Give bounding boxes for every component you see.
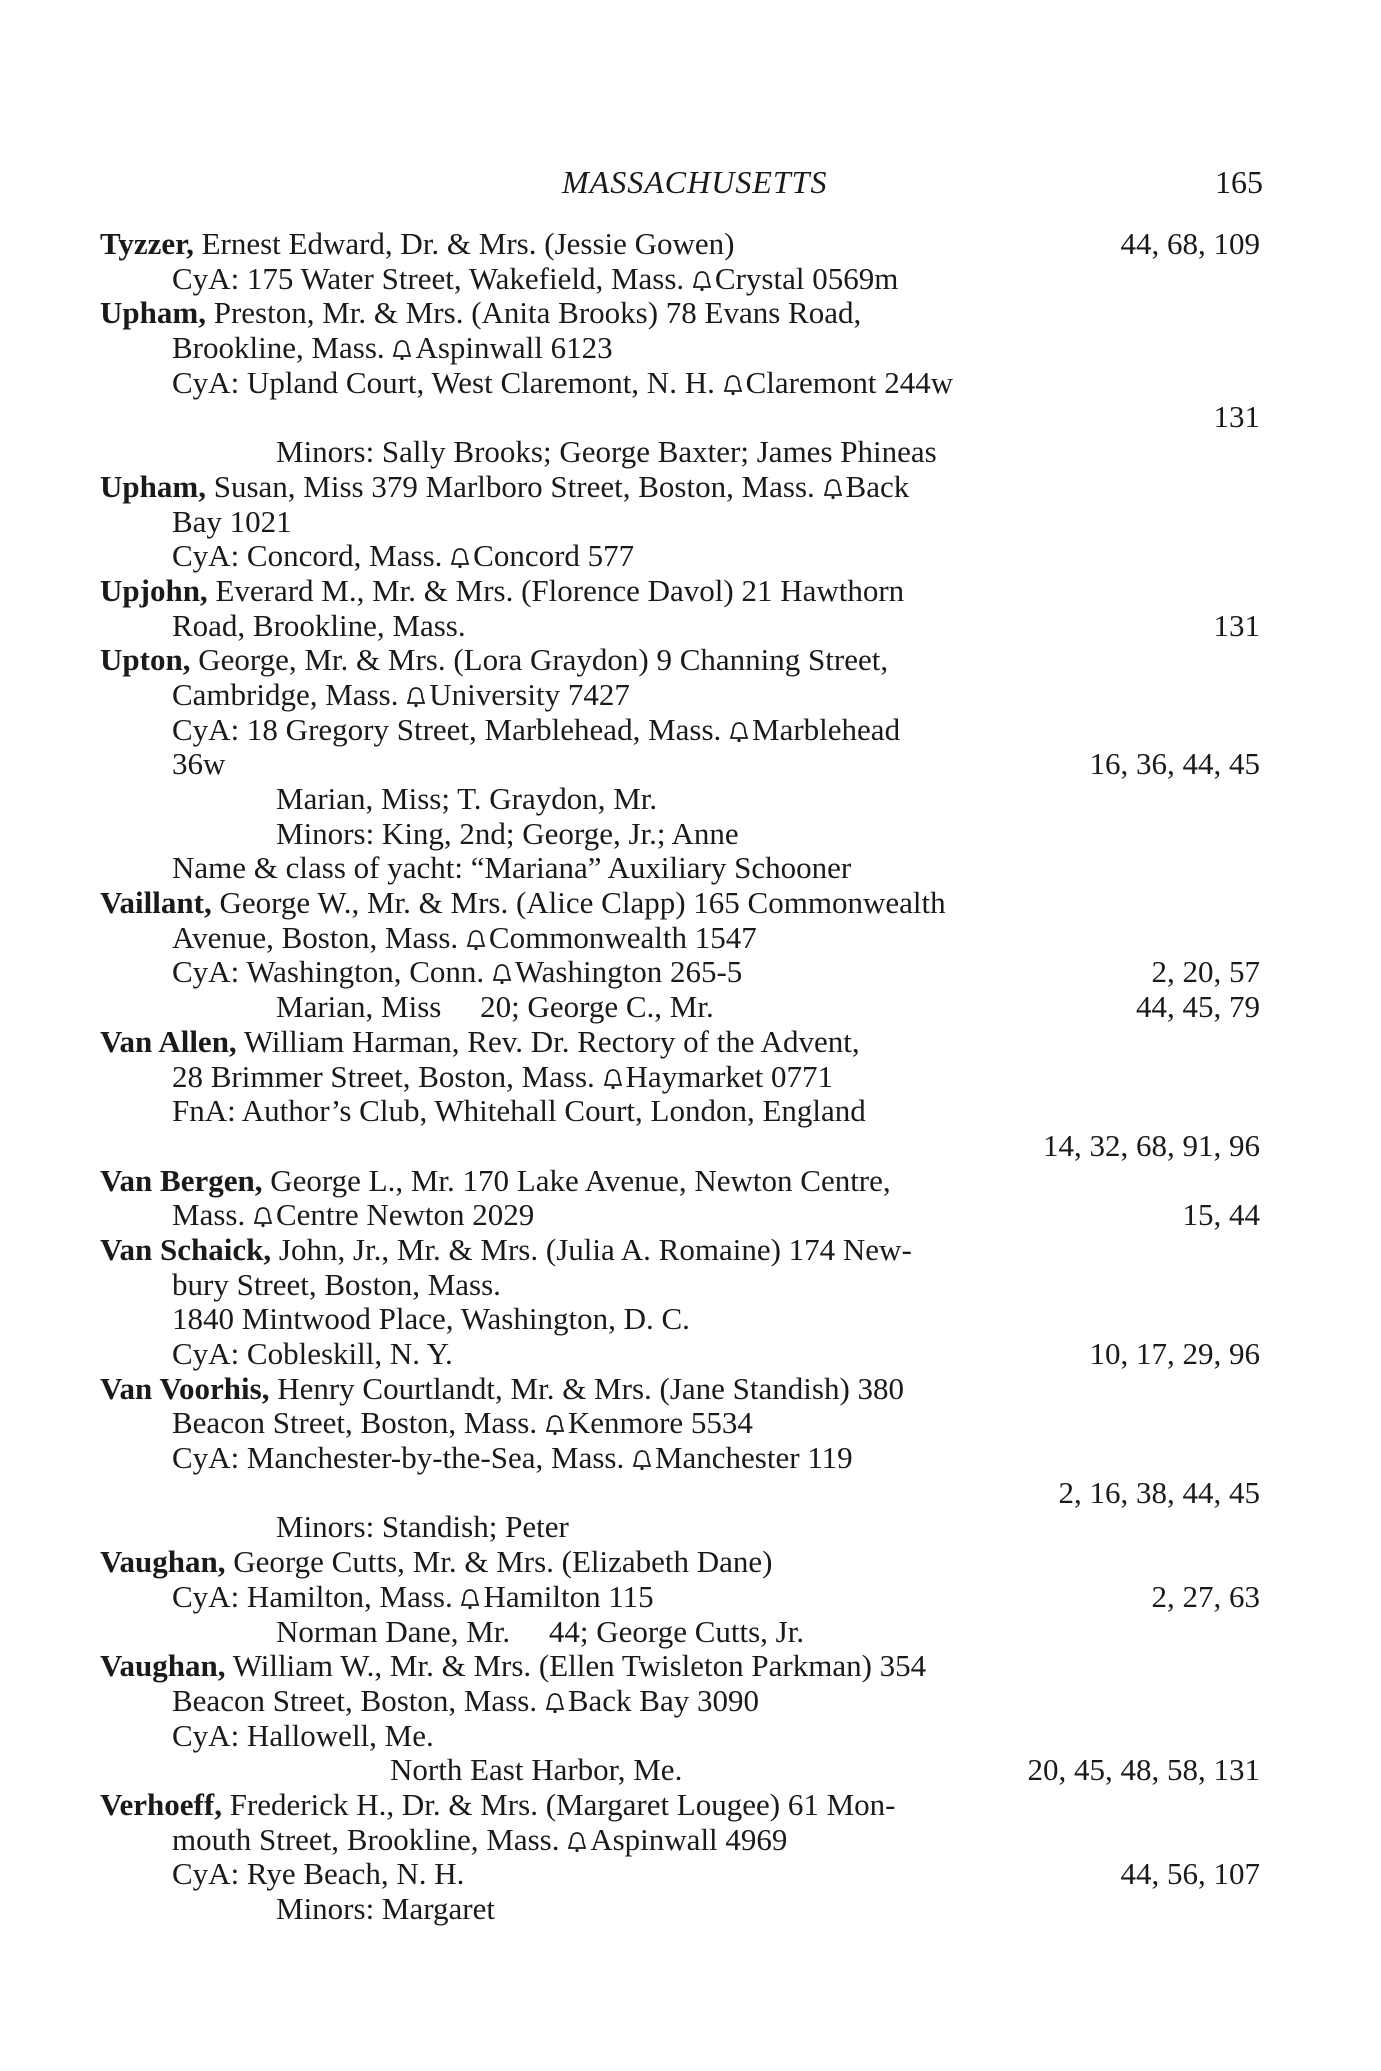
entry-text bbox=[172, 1823, 787, 1858]
phone-exchange: Crystal 0569m bbox=[714, 260, 899, 296]
entry-surname: Upjohn, bbox=[100, 572, 208, 608]
entry-line bbox=[100, 990, 1260, 1025]
telephone-bell-icon bbox=[450, 547, 470, 569]
entry-text bbox=[390, 1753, 682, 1788]
entry-text bbox=[172, 1580, 654, 1615]
entry-line bbox=[100, 1476, 1260, 1511]
entry-line bbox=[100, 574, 1260, 609]
entry-detail: William W., Mr. & Mrs. (Ellen Twisleton Parkman) 354 bbox=[225, 1648, 927, 1684]
entry-text bbox=[172, 331, 613, 366]
club-codes: 2, 16, 38, 44, 45 bbox=[1058, 1474, 1260, 1510]
entry-line bbox=[100, 817, 1260, 852]
club-codes: 44, 45, 79 bbox=[1136, 989, 1260, 1025]
entry-surname: Verhoeff, bbox=[100, 1786, 222, 1822]
entry-line bbox=[100, 1892, 1260, 1927]
telephone-bell-icon bbox=[545, 1692, 565, 1714]
entry-line bbox=[100, 1129, 1260, 1164]
entry-detail: Everard M., Mr. & Mrs. (Florence Davol) 21 Hawthorn bbox=[207, 572, 905, 608]
telephone-bell-icon bbox=[632, 1449, 652, 1471]
entry-text bbox=[276, 782, 657, 817]
entry-surname: Van Voorhis, bbox=[100, 1370, 270, 1406]
entry-line bbox=[100, 955, 1260, 990]
entry-line bbox=[100, 470, 1260, 505]
entry-detail: Beacon Street, Boston, Mass. bbox=[172, 1405, 545, 1441]
phone-exchange: University 7427 bbox=[429, 676, 630, 712]
phone-exchange: Haymarket 0771 bbox=[625, 1058, 834, 1094]
entry-line bbox=[100, 1510, 1260, 1545]
entry-line bbox=[100, 1545, 1260, 1580]
phone-exchange: Claremont 244w bbox=[745, 364, 954, 400]
entry-detail: CyA: Manchester-by-the-Sea, Mass. bbox=[172, 1440, 632, 1476]
entry-line bbox=[100, 1302, 1260, 1337]
entry-text bbox=[100, 470, 909, 505]
entry-text bbox=[276, 1615, 804, 1650]
entry-text bbox=[172, 1060, 833, 1095]
entry-line bbox=[100, 921, 1260, 956]
entry-line bbox=[100, 505, 1260, 540]
entry-line bbox=[100, 643, 1260, 678]
club-codes: 44, 68, 109 bbox=[1120, 226, 1260, 261]
entry-detail: mouth Street, Brookline, Mass. bbox=[172, 1821, 568, 1857]
entry-line bbox=[100, 1580, 1260, 1615]
entry-line bbox=[100, 1164, 1260, 1199]
entry-line bbox=[100, 1857, 1260, 1892]
entry-line bbox=[100, 1684, 1260, 1719]
phone-exchange: Aspinwall 4969 bbox=[590, 1821, 788, 1857]
entry-detail: Henry Courtlandt, Mr. & Mrs. (Jane Standish) 380 bbox=[269, 1370, 905, 1406]
entry-detail: CyA: Cobleskill, N. Y. bbox=[172, 1336, 453, 1371]
entry-line bbox=[100, 262, 1260, 297]
entry-surname: Van Schaick, bbox=[100, 1231, 272, 1267]
club-codes: 2, 20, 57 bbox=[1151, 954, 1260, 990]
entry-line bbox=[100, 296, 1260, 331]
entry-text bbox=[172, 1857, 464, 1892]
phone-exchange: Commonwealth 1547 bbox=[488, 919, 757, 955]
entry-line bbox=[100, 1372, 1260, 1407]
club-codes: 44, 56, 107 bbox=[1120, 1856, 1260, 1892]
entry-text bbox=[276, 990, 714, 1025]
telephone-bell-icon bbox=[723, 374, 743, 396]
entry-text bbox=[172, 921, 757, 956]
entry-detail: John, Jr., Mr. & Mrs. (Julia A. Romaine) 174 New- bbox=[271, 1231, 912, 1267]
phone-exchange: Washington 265-5 bbox=[514, 954, 743, 990]
entry-detail: Ernest Edward, Dr. & Mrs. (Jessie Gowen) bbox=[193, 226, 735, 261]
entry-detail: Minors: Sally Brooks; George Baxter; James Phineas bbox=[276, 434, 937, 470]
entry-detail: 36w bbox=[172, 746, 226, 782]
entry-detail: Brookline, Mass. bbox=[172, 330, 393, 366]
entry-line bbox=[100, 1268, 1260, 1303]
entry-text bbox=[172, 851, 851, 886]
entry-text bbox=[276, 817, 739, 852]
club-codes: 15, 44 bbox=[1182, 1197, 1260, 1233]
entry-text bbox=[100, 1025, 860, 1060]
entry-line bbox=[100, 331, 1260, 366]
entry-line bbox=[100, 400, 1260, 435]
entry-line bbox=[100, 851, 1260, 886]
entry-detail: George L., Mr. 170 Lake Avenue, Newton Centre, bbox=[262, 1162, 891, 1198]
entry-text bbox=[100, 1372, 904, 1407]
entry-text bbox=[100, 886, 946, 921]
entry-detail: Mass. bbox=[172, 1197, 253, 1233]
entry-text bbox=[172, 1719, 434, 1754]
entry-detail: William Harman, Rev. Dr. Rectory of the Advent, bbox=[236, 1023, 860, 1059]
club-codes: 131 bbox=[1213, 399, 1260, 435]
telephone-bell-icon bbox=[492, 963, 512, 985]
entry-text bbox=[172, 1094, 866, 1129]
page-number: 165 bbox=[1215, 164, 1263, 200]
telephone-bell-icon bbox=[460, 1588, 480, 1610]
telephone-bell-icon bbox=[692, 270, 712, 292]
entry-detail: 1840 Mintwood Place, Washington, D. C. bbox=[172, 1301, 690, 1337]
entry-text bbox=[172, 747, 225, 782]
entry-text bbox=[172, 1198, 534, 1233]
phone-exchange: Concord 577 bbox=[473, 538, 635, 574]
entry-text bbox=[172, 539, 634, 574]
entry-detail: CyA: Rye Beach, N. H. bbox=[172, 1856, 465, 1892]
entry-surname: Upham, bbox=[100, 468, 206, 504]
entry-detail: CyA: Hallowell, Me. bbox=[172, 1717, 434, 1753]
club-codes: 20, 45, 48, 58, 131 bbox=[1027, 1752, 1260, 1788]
directory-entries bbox=[100, 227, 1260, 1927]
entry-line bbox=[100, 1753, 1260, 1788]
entry-surname: Upton, bbox=[100, 642, 191, 678]
entry-text bbox=[172, 1441, 853, 1476]
entry-text bbox=[172, 678, 630, 713]
phone-exchange: Manchester 119 bbox=[654, 1440, 853, 1476]
entry-text bbox=[276, 435, 937, 470]
entry-line bbox=[100, 747, 1260, 782]
entry-line bbox=[100, 1649, 1260, 1684]
telephone-bell-icon bbox=[729, 721, 749, 743]
phone-exchange: Centre Newton 2029 bbox=[275, 1197, 535, 1233]
entry-text bbox=[276, 1510, 569, 1545]
entry-text bbox=[100, 1649, 926, 1684]
entry-detail: CyA: Concord, Mass. bbox=[172, 538, 451, 574]
entry-line bbox=[100, 1198, 1260, 1233]
club-codes: 2, 27, 63 bbox=[1151, 1578, 1260, 1614]
entry-line bbox=[100, 678, 1260, 713]
entry-line bbox=[100, 782, 1260, 817]
entry-text bbox=[276, 1892, 495, 1927]
entry-line bbox=[100, 539, 1260, 574]
entry-line bbox=[100, 1233, 1260, 1268]
entry-text bbox=[100, 1545, 773, 1580]
entry-surname: Vaillant, bbox=[100, 885, 212, 921]
telephone-bell-icon bbox=[406, 686, 426, 708]
entry-detail: CyA: Hamilton, Mass. bbox=[172, 1578, 461, 1614]
entry-line bbox=[100, 886, 1260, 921]
entry-text bbox=[100, 227, 735, 262]
telephone-bell-icon bbox=[567, 1831, 587, 1853]
entry-line bbox=[100, 1615, 1260, 1650]
entry-text bbox=[172, 262, 898, 297]
entry-line bbox=[100, 1025, 1260, 1060]
entry-detail: Beacon Street, Boston, Mass. bbox=[172, 1682, 545, 1718]
entry-detail: CyA: 18 Gregory Street, Marblehead, Mass. bbox=[172, 711, 730, 747]
entry-detail: CyA: 175 Water Street, Wakefield, Mass. bbox=[172, 260, 692, 296]
entry-text bbox=[100, 574, 904, 609]
entry-line bbox=[100, 227, 1260, 262]
phone-exchange: Kenmore 5534 bbox=[567, 1405, 753, 1441]
club-codes: 131 bbox=[1213, 607, 1260, 643]
entry-text bbox=[100, 1788, 895, 1823]
entry-surname: Vaughan, bbox=[100, 1544, 226, 1580]
entry-text bbox=[172, 366, 953, 401]
entry-text bbox=[100, 296, 861, 331]
entry-detail: Avenue, Boston, Mass. bbox=[172, 919, 466, 955]
phone-exchange: Aspinwall 6123 bbox=[415, 330, 613, 366]
telephone-bell-icon bbox=[392, 339, 412, 361]
entry-line bbox=[100, 609, 1260, 644]
phone-exchange: Hamilton 115 bbox=[483, 1578, 654, 1614]
running-head: MASSACHUSETTS bbox=[562, 164, 828, 200]
entry-text bbox=[100, 643, 888, 678]
entry-detail: CyA: Upland Court, West Claremont, N. H. bbox=[172, 364, 723, 400]
entry-detail: Susan, Miss 379 Marlboro Street, Boston, Mass. bbox=[205, 468, 823, 504]
entry-detail: George W., Mr. & Mrs. (Alice Clapp) 165 Commonwealth bbox=[211, 885, 946, 921]
entry-detail: Minors: Margaret bbox=[276, 1891, 495, 1926]
entry-detail: Minors: King, 2nd; George, Jr.; Anne bbox=[276, 815, 739, 851]
entry-detail: Frederick H., Dr. & Mrs. (Margaret Lougee) 61 Mon- bbox=[221, 1786, 896, 1822]
entry-detail: George, Mr. & Mrs. (Lora Graydon) 9 Channing Street, bbox=[190, 642, 889, 678]
entry-detail: Marian, Miss; T. Graydon, Mr. bbox=[276, 781, 658, 816]
phone-exchange: Back Bay 3090 bbox=[567, 1682, 759, 1718]
entry-line bbox=[100, 435, 1260, 470]
entry-line bbox=[100, 1337, 1260, 1372]
telephone-bell-icon bbox=[253, 1206, 273, 1228]
entry-text bbox=[172, 1684, 759, 1719]
entry-line bbox=[100, 1094, 1260, 1129]
entry-surname: Upham, bbox=[100, 295, 206, 331]
phone-exchange: Marblehead bbox=[752, 711, 901, 747]
entry-surname: Vaughan, bbox=[100, 1648, 226, 1684]
telephone-bell-icon bbox=[466, 929, 486, 951]
entry-text bbox=[172, 1337, 453, 1372]
entry-line bbox=[100, 1788, 1260, 1823]
entry-detail: Name & class of yacht: “Mariana” Auxiliary Schooner bbox=[172, 850, 852, 886]
entry-text bbox=[172, 713, 900, 748]
entry-line bbox=[100, 1823, 1260, 1858]
club-codes: 10, 17, 29, 96 bbox=[1089, 1336, 1260, 1371]
entry-text bbox=[172, 1406, 753, 1441]
entry-line bbox=[100, 713, 1260, 748]
entry-line bbox=[100, 1406, 1260, 1441]
entry-text bbox=[100, 1164, 891, 1199]
entry-detail: Norman Dane, Mr. 44; George Cutts, Jr. bbox=[276, 1613, 805, 1649]
entry-text bbox=[172, 1302, 690, 1337]
entry-text bbox=[172, 1268, 501, 1303]
entry-surname: Van Bergen, bbox=[100, 1162, 263, 1198]
telephone-bell-icon bbox=[823, 478, 843, 500]
entry-detail: 28 Brimmer Street, Boston, Mass. bbox=[172, 1058, 603, 1094]
entry-detail: Marian, Miss 20; George C., Mr. bbox=[276, 989, 714, 1025]
club-codes: 16, 36, 44, 45 bbox=[1089, 746, 1260, 782]
entry-line bbox=[100, 1060, 1260, 1095]
entry-detail: FnA: Author’s Club, Whitehall Court, London, England bbox=[172, 1093, 866, 1129]
entry-detail: Road, Brookline, Mass. bbox=[172, 607, 466, 643]
entry-line bbox=[100, 366, 1260, 401]
entry-text bbox=[172, 505, 292, 540]
entry-surname: Van Allen, bbox=[100, 1023, 237, 1059]
phone-exchange: Back bbox=[845, 468, 910, 504]
club-codes: 14, 32, 68, 91, 96 bbox=[1043, 1127, 1260, 1163]
entry-detail: Bay 1021 bbox=[172, 503, 292, 539]
entry-surname: Tyzzer, bbox=[100, 226, 194, 261]
entry-detail: Minors: Standish; Peter bbox=[276, 1509, 569, 1545]
entry-detail: Cambridge, Mass. bbox=[172, 676, 407, 712]
entry-detail: bury Street, Boston, Mass. bbox=[172, 1266, 501, 1302]
entry-line bbox=[100, 1719, 1260, 1754]
entry-detail: Preston, Mr. & Mrs. (Anita Brooks) 78 Evans Road, bbox=[205, 295, 862, 331]
entry-text bbox=[172, 609, 466, 644]
entry-text bbox=[100, 1233, 912, 1268]
entry-detail: CyA: Washington, Conn. bbox=[172, 954, 492, 990]
entry-text bbox=[172, 955, 742, 990]
entry-detail: George Cutts, Mr. & Mrs. (Elizabeth Dane) bbox=[225, 1544, 773, 1580]
telephone-bell-icon bbox=[545, 1414, 565, 1436]
entry-line bbox=[100, 1441, 1260, 1476]
telephone-bell-icon bbox=[603, 1068, 623, 1090]
entry-detail: North East Harbor, Me. bbox=[390, 1752, 683, 1788]
